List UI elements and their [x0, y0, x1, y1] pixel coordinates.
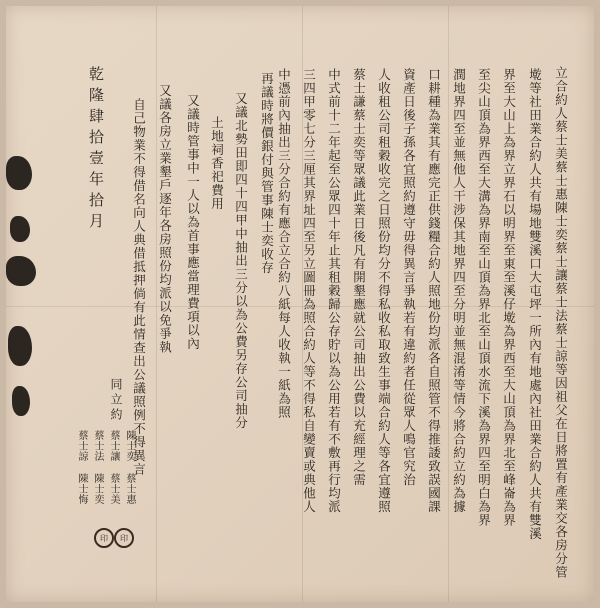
sign-off: 同立約	[109, 378, 123, 423]
brush-mark	[8, 326, 32, 366]
contract-column: 界至大山上為界立界石以明界至東至溪仔墘為界西至大山頂為界北至峰崙為界	[501, 68, 517, 527]
paper-fold	[448, 6, 449, 602]
clause-column: 自己物業不得借名向人典借抵押倘有此情查出公議照例不得異言	[131, 98, 147, 476]
brush-mark	[6, 156, 32, 190]
contract-column: 至尖山頂為界西至大溝為界南至山頂為界北至山頂水流下溪為界四至明白為界	[476, 68, 492, 527]
signatory-column: 蔡士讓 蔡士美	[108, 430, 119, 505]
brush-mark	[6, 256, 36, 286]
contract-column: 蔡士謙蔡士奕等眾議此業日後凡有開墾應就公司抽出公費以充經理之需	[351, 68, 367, 487]
brush-mark	[12, 386, 30, 416]
red-seal-stamp: 印	[94, 528, 114, 548]
date-line: 乾隆肆拾壹年拾月	[87, 66, 105, 234]
clause-column: 土地祠香祀費用	[209, 116, 225, 211]
paper-fold	[156, 6, 157, 602]
brush-mark	[10, 216, 30, 242]
signatory-column: 陳士奕 蔡士惠	[124, 430, 135, 505]
contract-column: 中憑前內抽出三分合約有應合立合約八紙每人收執一紙為照	[276, 68, 292, 419]
signatory-column: 蔡士諒 陳士悔	[76, 430, 87, 505]
clause-column: 又議各房立業墾戶逐年各房照份均派以免爭執	[157, 84, 173, 354]
signatory-column: 蔡士法 陳士奕	[92, 430, 103, 505]
clause-column: 再議時將價銀付與管事陳士奕收存	[259, 72, 275, 275]
contract-column: 立合約人蔡士美蔡士惠陳士奕蔡士讓蔡士法蔡士諒等因祖父在日將置有產業交各房分管	[553, 66, 569, 579]
clause-column: 又議時管事中一人以為首事應當理費項以內	[185, 94, 201, 351]
contract-column: 墘等社田業合約人共有場地雙溪口大屯坪一所內有地處內社田業合約人共有雙溪	[527, 68, 543, 541]
contract-column: 潤地界四至並無他人干涉保其地界四至分明並無混淆等情今將合約立約為據	[451, 68, 467, 514]
red-seal-stamp: 印	[114, 528, 134, 548]
contract-column: 三四甲零七分三厘其界址四至另立圖冊為照合約人等不得私自變賣或典他人	[301, 68, 317, 514]
contract-column: 口耕種為業其有應完正供錢糧合約人照地份均派各自照管不得推諉致誤國課	[426, 68, 442, 514]
document-paper	[6, 6, 594, 602]
contract-column: 資產日後子孫各宜照約遵守毋得異言爭執若有違約者任從眾人鳴官究治	[401, 68, 417, 487]
contract-column: 中式前十二年起至公眾四十年止其租穀歸公存貯以為公用若有不敷再行均派	[326, 68, 342, 514]
clause-column: 又議北勢田即四十四甲中抽出三分以為公費另存公司抽分	[233, 92, 249, 430]
contract-column: 人收租公司租穀收完之日照份均分不得私收私取致生事端合約人等各宜遵照	[376, 68, 392, 514]
